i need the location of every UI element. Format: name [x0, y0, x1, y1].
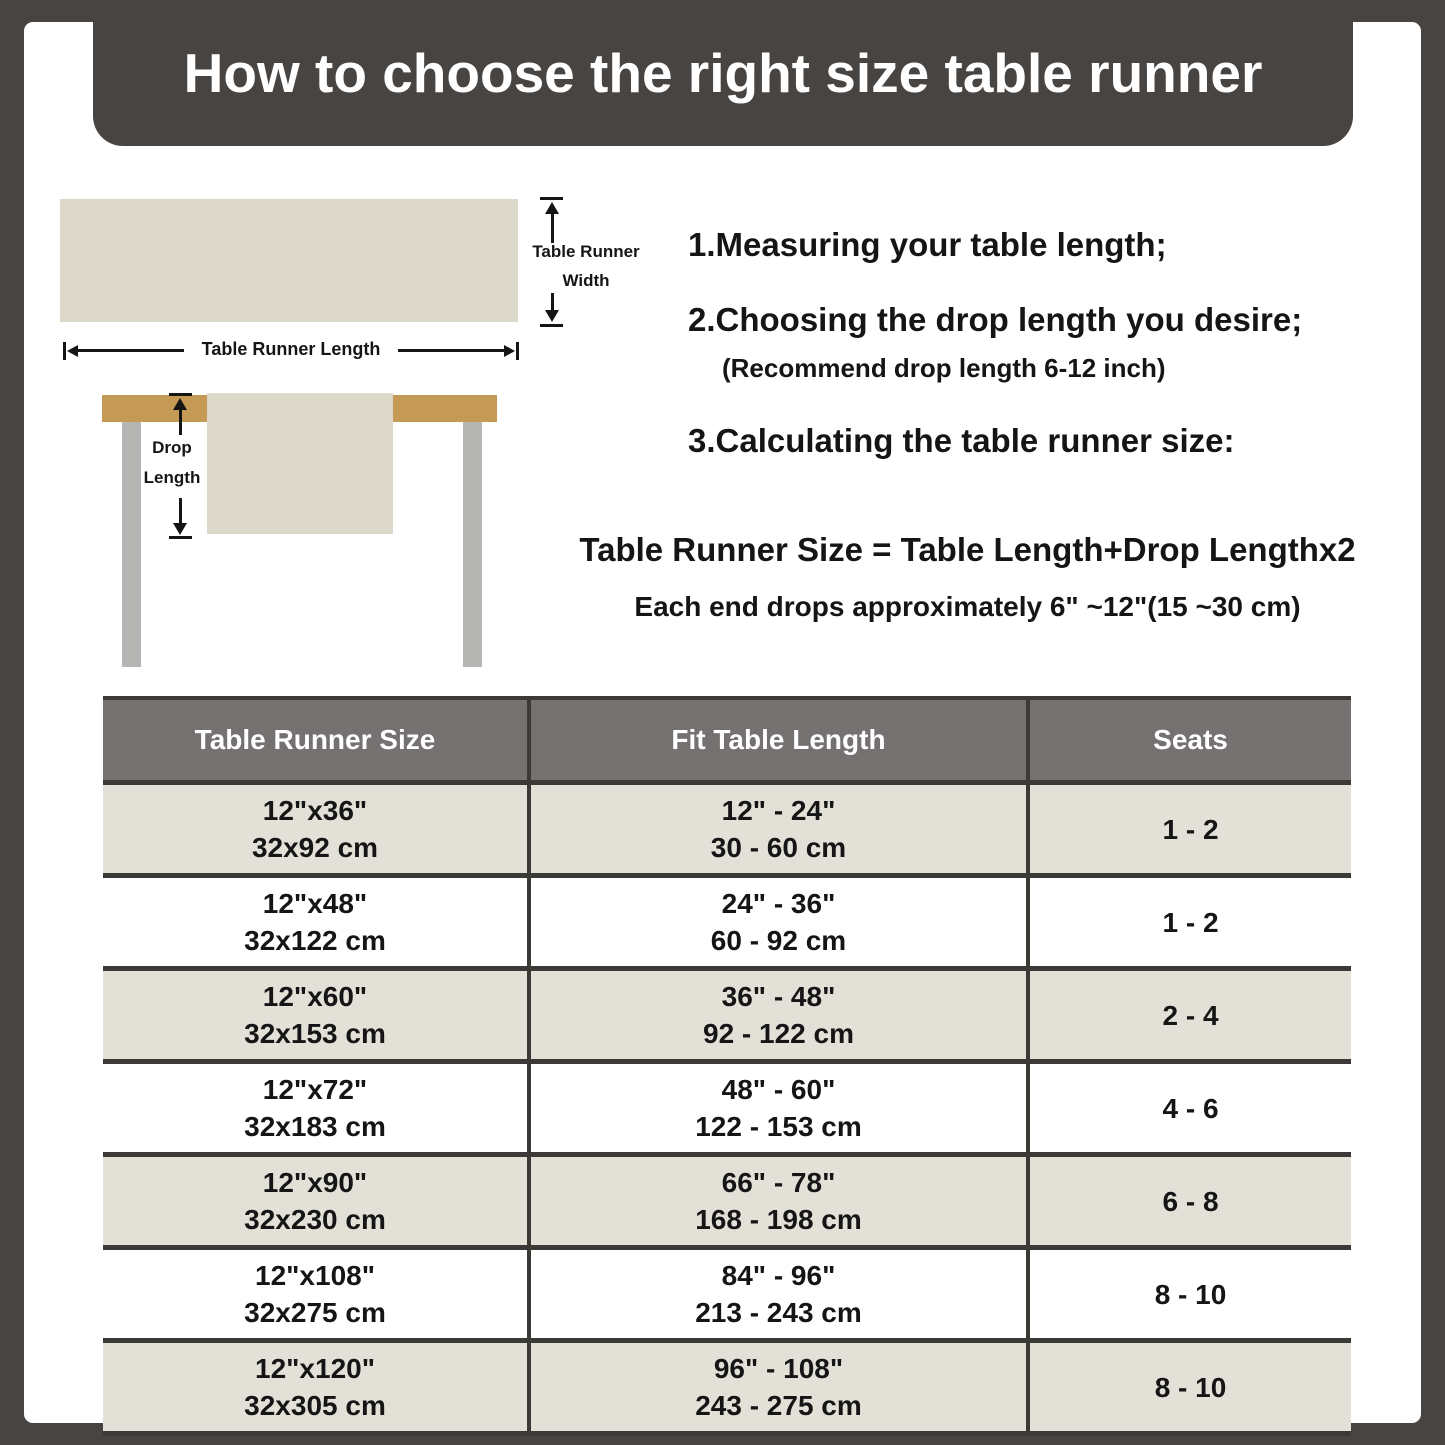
size-cell: 12"x108" 32x275 cm [103, 1248, 529, 1341]
length-label: Table Runner Length [201, 339, 381, 359]
drop-label-line1: Drop [152, 438, 192, 457]
width-arrow-top-bar [540, 197, 563, 200]
table-row [103, 1062, 1351, 1155]
drop-arrow-upper-line [179, 410, 182, 435]
step-1: 1.Measuring your table length; [688, 226, 1167, 263]
step-3: 3.Calculating the table runner size: [688, 422, 1235, 459]
step-2-note: (Recommend drop length 6-12 inch) [722, 353, 1166, 383]
table-row [103, 1248, 1351, 1341]
length-arrow-left-bar [63, 342, 66, 360]
size-table-body [103, 783, 1351, 1434]
fit-cell: 96" - 108" 243 - 275 cm [529, 1341, 1028, 1434]
width-label-line2: Width [562, 271, 610, 290]
table-leg-left [122, 422, 141, 667]
fit-cell: 48" - 60" 122 - 153 cm [529, 1062, 1028, 1155]
size-table-header-row [103, 698, 1351, 783]
runner-size-formula: Table Runner Size = Table Length+Drop Lengthx2 [579, 531, 1356, 568]
table-row [103, 876, 1351, 969]
table-row [103, 969, 1351, 1062]
width-arrow-up-icon [545, 202, 559, 214]
table-leg-right [463, 422, 482, 667]
length-arrow-right-line [398, 349, 504, 352]
length-arrow-left-line [78, 349, 184, 352]
width-arrow-bottom-bar [540, 324, 563, 327]
fit-cell: 24" - 36" 60 - 92 cm [529, 876, 1028, 969]
drop-arrow-lower-line [179, 498, 182, 525]
length-arrow-right-bar [516, 342, 519, 360]
header-seats: Seats [1028, 698, 1351, 783]
drop-arrow-down-icon [173, 523, 187, 535]
seats-cell: 1 - 2 [1028, 876, 1351, 969]
seats-cell: 8 - 10 [1028, 1248, 1351, 1341]
seats-cell: 6 - 8 [1028, 1155, 1351, 1248]
drop-label-line2: Length [143, 468, 201, 487]
table-row [103, 783, 1351, 876]
drop-arrow-bottom-bar [169, 536, 192, 539]
seats-cell: 8 - 10 [1028, 1341, 1351, 1434]
page-title: How to choose the right size table runner [183, 42, 1263, 104]
table-row [103, 1341, 1351, 1434]
width-arrow-down-icon [545, 310, 559, 322]
size-cell: 12"x72" 32x183 cm [103, 1062, 529, 1155]
size-table [103, 696, 1351, 1436]
runner-top-view [60, 199, 518, 322]
fit-cell: 12" - 24" 30 - 60 cm [529, 783, 1028, 876]
size-cell: 12"x36" 32x92 cm [103, 783, 529, 876]
drop-arrow-up-icon [173, 398, 187, 410]
width-label-line1: Table Runner [532, 242, 640, 261]
size-cell: 12"x48" 32x122 cm [103, 876, 529, 969]
header-runner-size: Table Runner Size [103, 698, 529, 783]
header-fit-length: Fit Table Length [529, 698, 1028, 783]
size-cell: 12"x90" 32x230 cm [103, 1155, 529, 1248]
table-row [103, 1155, 1351, 1248]
drop-arrow-top-bar [169, 393, 192, 396]
formula-note: Each end drops approximately 6" ~12"(15 ~30 cm) [634, 591, 1301, 622]
size-cell: 12"x120" 32x305 cm [103, 1341, 529, 1434]
fit-cell: 84" - 96" 213 - 243 cm [529, 1248, 1028, 1341]
seats-cell: 2 - 4 [1028, 969, 1351, 1062]
width-arrow-upper-line [551, 214, 554, 243]
seats-cell: 4 - 6 [1028, 1062, 1351, 1155]
seats-cell: 1 - 2 [1028, 783, 1351, 876]
length-arrow-right-icon [504, 345, 515, 357]
fit-cell: 36" - 48" 92 - 122 cm [529, 969, 1028, 1062]
length-arrow-left-icon [67, 345, 78, 357]
fit-cell: 66" - 78" 168 - 198 cm [529, 1155, 1028, 1248]
step-2: 2.Choosing the drop length you desire; [688, 301, 1303, 338]
size-cell: 12"x60" 32x153 cm [103, 969, 529, 1062]
title-banner [93, 0, 1353, 146]
runner-drape [207, 393, 393, 534]
